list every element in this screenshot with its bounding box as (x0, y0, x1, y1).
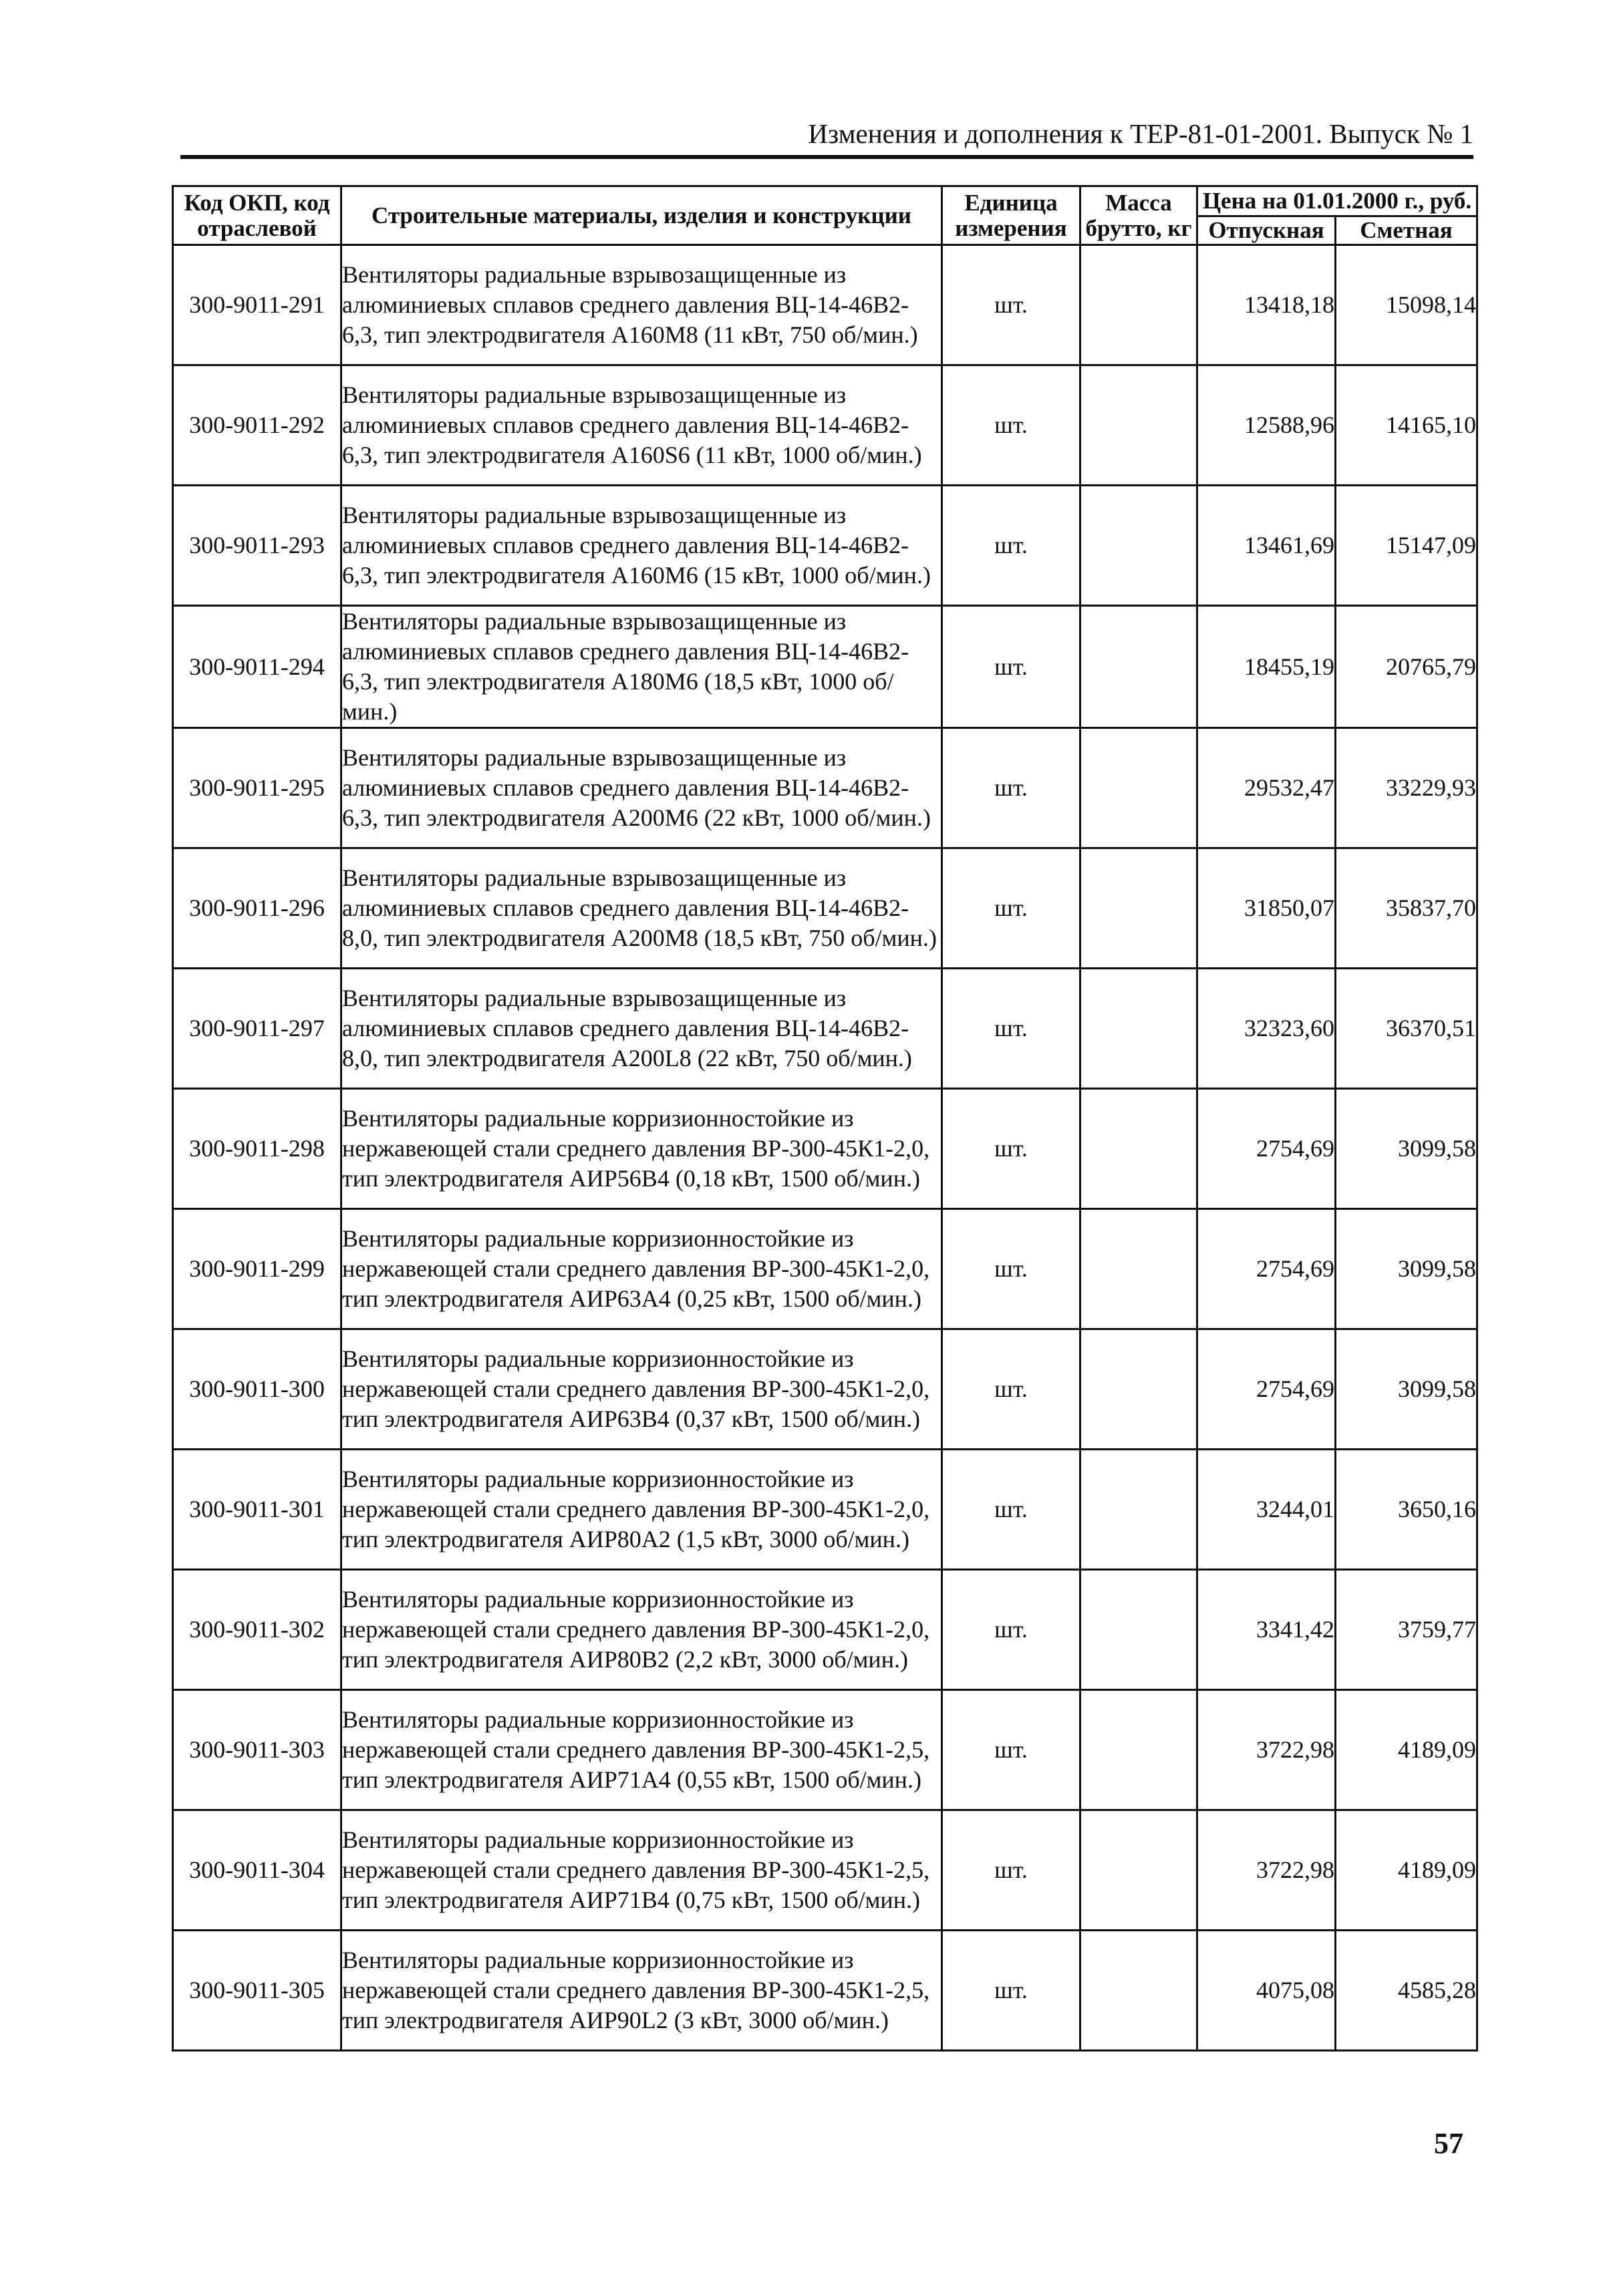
row-code: 300-9011-293 (173, 486, 341, 606)
row-code: 300-9011-295 (173, 728, 341, 848)
row-price-release: 13418,18 (1197, 245, 1336, 365)
row-price-release: 32323,60 (1197, 969, 1336, 1089)
row-price-release: 29532,47 (1197, 728, 1336, 848)
row-mass (1080, 1810, 1197, 1931)
row-mass (1080, 728, 1197, 848)
row-name: Вентиляторы радиальные корризионностойкие из нержавеющей стали среднего давления ВР-300-45К1-2,5, тип электродвигателя АИР71В4 (0,75 кВт, 1500 об/мин.) (341, 1810, 942, 1931)
row-unit: шт. (942, 1089, 1080, 1209)
row-unit: шт. (942, 1931, 1080, 2051)
row-unit: шт. (942, 245, 1080, 365)
row-name: Вентиляторы радиальные взрывозащищенные из алюминиевых сплавов среднего давления ВЦ-14-46В2-8,0, тип электродвигателя А200М8 (18,5 кВт, 750 об/мин.) (341, 848, 942, 969)
table-body (173, 245, 1477, 2051)
table-row (173, 1329, 1477, 1450)
materials-table (172, 185, 1478, 2052)
table-row (173, 728, 1477, 848)
row-code: 300-9011-300 (173, 1329, 341, 1450)
row-code: 300-9011-305 (173, 1931, 341, 2051)
table-row (173, 245, 1477, 365)
row-price-estimate: 3099,58 (1336, 1329, 1477, 1450)
row-mass (1080, 1089, 1197, 1209)
row-price-estimate: 4585,28 (1336, 1931, 1477, 2051)
row-code: 300-9011-304 (173, 1810, 341, 1931)
table-row (173, 1209, 1477, 1329)
row-price-estimate: 15098,14 (1336, 245, 1477, 365)
row-name: Вентиляторы радиальные корризионностойкие из нержавеющей стали среднего давления ВР-300-45К1-2,5, тип электродвигателя АИР71А4 (0,55 кВт, 1500 об/мин.) (341, 1690, 942, 1810)
row-name: Вентиляторы радиальные корризионностойкие из нержавеющей стали среднего давления ВР-300-45К1-2,0, тип электродвигателя АИР63А4 (0,25 кВт, 1500 об/мин.) (341, 1209, 942, 1329)
row-code: 300-9011-292 (173, 365, 341, 486)
row-unit: шт. (942, 365, 1080, 486)
col-header-name: Строительные материалы, изделия и конструкции (341, 186, 942, 245)
row-price-release: 12588,96 (1197, 365, 1336, 486)
row-price-estimate: 35837,70 (1336, 848, 1477, 969)
row-mass (1080, 1931, 1197, 2051)
row-name: Вентиляторы радиальные взрывозащищенные из алюминиевых сплавов среднего давления ВЦ-14-46В2-6,3, тип электродвигателя А200М6 (22 кВт, 1000 об/мин.) (341, 728, 942, 848)
row-price-release: 2754,69 (1197, 1209, 1336, 1329)
row-unit: шт. (942, 486, 1080, 606)
row-price-estimate: 3099,58 (1336, 1089, 1477, 1209)
row-mass (1080, 1450, 1197, 1570)
row-unit: шт. (942, 1810, 1080, 1931)
row-unit: шт. (942, 1570, 1080, 1690)
row-unit: шт. (942, 1450, 1080, 1570)
page-header: Изменения и дополнения к ТЕР-81-01-2001. Выпуск № 1 (808, 118, 1473, 149)
row-code: 300-9011-296 (173, 848, 341, 969)
row-name: Вентиляторы радиальные корризионностойкие из нержавеющей стали среднего давления ВР-300-45К1-2,0, тип электродвигателя АИР80В2 (2,2 кВт, 3000 об/мин.) (341, 1570, 942, 1690)
row-unit: шт. (942, 1690, 1080, 1810)
row-code: 300-9011-301 (173, 1450, 341, 1570)
row-unit: шт. (942, 1329, 1080, 1450)
row-mass (1080, 365, 1197, 486)
row-mass (1080, 1209, 1197, 1329)
row-mass (1080, 969, 1197, 1089)
row-price-estimate: 15147,09 (1336, 486, 1477, 606)
row-mass (1080, 848, 1197, 969)
row-price-release: 31850,07 (1197, 848, 1336, 969)
row-name: Вентиляторы радиальные взрывозащищенные из алюминиевых сплавов среднего давления ВЦ-14-46В2-6,3, тип электродвигателя А160М6 (15 кВт, 1000 об/мин.) (341, 486, 942, 606)
table-row (173, 1931, 1477, 2051)
row-name: Вентиляторы радиальные корризионностойкие из нержавеющей стали среднего давления ВР-300-45К1-2,5, тип электродвигателя АИР90L2 (3 кВт, 3000 об/мин.) (341, 1931, 942, 2051)
row-code: 300-9011-297 (173, 969, 341, 1089)
row-code: 300-9011-302 (173, 1570, 341, 1690)
row-name: Вентиляторы радиальные взрывозащищенные из алюминиевых сплавов среднего давления ВЦ-14-46В2-6,3, тип электродвигателя А160М8 (11 кВт, 750 об/мин.) (341, 245, 942, 365)
table-row (173, 1690, 1477, 1810)
table-header (173, 186, 1477, 245)
row-code: 300-9011-303 (173, 1690, 341, 1810)
row-price-estimate: 36370,51 (1336, 969, 1477, 1089)
row-code: 300-9011-298 (173, 1089, 341, 1209)
row-code: 300-9011-294 (173, 606, 341, 728)
row-price-estimate: 4189,09 (1336, 1810, 1477, 1931)
page-number: 57 (1434, 2127, 1463, 2160)
header-rule (180, 155, 1473, 159)
row-mass (1080, 245, 1197, 365)
row-price-estimate: 4189,09 (1336, 1690, 1477, 1810)
row-price-release: 2754,69 (1197, 1089, 1336, 1209)
col-header-unit: Единица измерения (942, 186, 1080, 245)
row-name: Вентиляторы радиальные корризионностойкие из нержавеющей стали среднего давления ВР-300-45К1-2,0, тип электродвигателя АИР63В4 (0,37 кВт, 1500 об/мин.) (341, 1329, 942, 1450)
table-row (173, 606, 1477, 728)
col-header-code: Код ОКП, код отраслевой (173, 186, 341, 245)
row-mass (1080, 606, 1197, 728)
table-row (173, 1810, 1477, 1931)
row-name: Вентиляторы радиальные корризионностойкие из нержавеющей стали среднего давления ВР-300-45К1-2,0, тип электродвигателя АИР80А2 (1,5 кВт, 3000 об/мин.) (341, 1450, 942, 1570)
row-name: Вентиляторы радиальные корризионностойкие из нержавеющей стали среднего давления ВР-300-45К1-2,0, тип электродвигателя АИР56В4 (0,18 кВт, 1500 об/мин.) (341, 1089, 942, 1209)
row-price-estimate: 3759,77 (1336, 1570, 1477, 1690)
table-row (173, 365, 1477, 486)
row-unit: шт. (942, 606, 1080, 728)
row-price-release: 4075,08 (1197, 1931, 1336, 2051)
row-price-release: 3244,01 (1197, 1450, 1336, 1570)
row-price-estimate: 3650,16 (1336, 1450, 1477, 1570)
row-mass (1080, 486, 1197, 606)
row-unit: шт. (942, 728, 1080, 848)
col-header-price-release: Отпускная (1197, 216, 1336, 245)
row-mass (1080, 1570, 1197, 1690)
row-unit: шт. (942, 969, 1080, 1089)
table-row (173, 1089, 1477, 1209)
row-code: 300-9011-299 (173, 1209, 341, 1329)
row-price-release: 18455,19 (1197, 606, 1336, 728)
row-mass (1080, 1690, 1197, 1810)
row-price-estimate: 14165,10 (1336, 365, 1477, 486)
col-header-price-estimate: Сметная (1336, 216, 1477, 245)
row-unit: шт. (942, 1209, 1080, 1329)
row-unit: шт. (942, 848, 1080, 969)
row-price-release: 2754,69 (1197, 1329, 1336, 1450)
row-name: Вентиляторы радиальные взрывозащищенные из алюминиевых сплавов среднего давления ВЦ-14-46В2-8,0, тип электродвигателя А200L8 (22 кВт, 750 об/мин.) (341, 969, 942, 1089)
col-header-price-group: Цена на 01.01.2000 г., руб. (1197, 186, 1477, 216)
col-header-mass: Масса брутто, кг (1080, 186, 1197, 245)
row-price-estimate: 20765,79 (1336, 606, 1477, 728)
table-row (173, 848, 1477, 969)
row-price-estimate: 33229,93 (1336, 728, 1477, 848)
row-price-estimate: 3099,58 (1336, 1209, 1477, 1329)
row-price-release: 13461,69 (1197, 486, 1336, 606)
table-row (173, 486, 1477, 606)
table-row (173, 1570, 1477, 1690)
row-price-release: 3722,98 (1197, 1690, 1336, 1810)
row-code: 300-9011-291 (173, 245, 341, 365)
row-name: Вентиляторы радиальные взрывозащищенные из алюминиевых сплавов среднего давления ВЦ-14-46В2-6,3, тип электродвигателя А180М6 (18,5 кВт, 1000 об/мин.) (341, 606, 942, 728)
table-row (173, 1450, 1477, 1570)
row-mass (1080, 1329, 1197, 1450)
row-price-release: 3341,42 (1197, 1570, 1336, 1690)
table-row (173, 969, 1477, 1089)
row-name: Вентиляторы радиальные взрывозащищенные из алюминиевых сплавов среднего давления ВЦ-14-46В2-6,3, тип электродвигателя А160S6 (11 кВт, 1000 об/мин.) (341, 365, 942, 486)
row-price-release: 3722,98 (1197, 1810, 1336, 1931)
